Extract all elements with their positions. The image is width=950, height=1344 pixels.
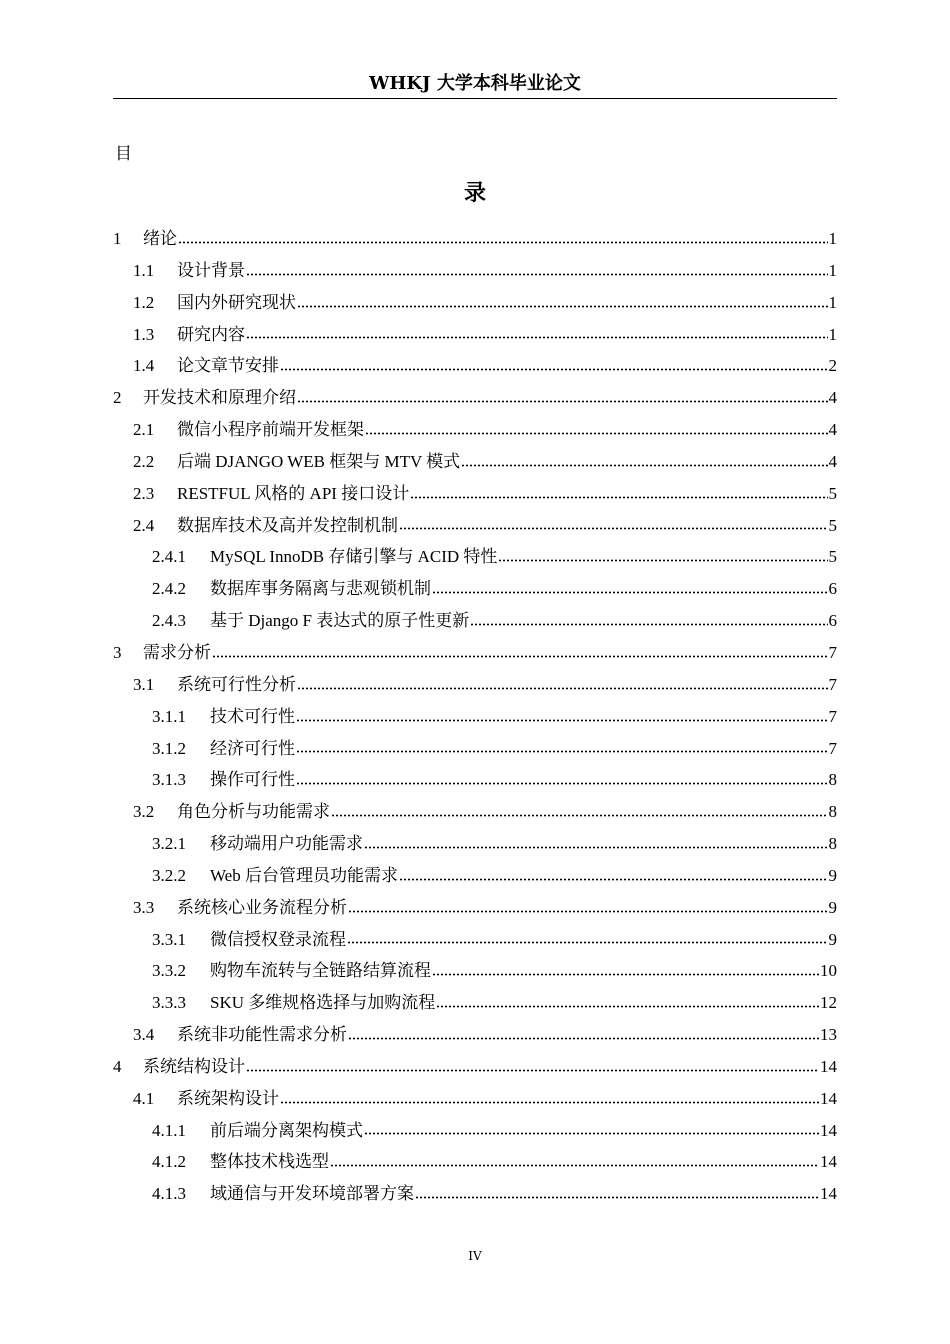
toc-entry-page: 6 [828, 579, 837, 599]
toc-entry-title: 系统架构设计 [177, 1088, 279, 1108]
toc-dot-leader [432, 973, 819, 976]
toc-entry-number: 2.2 [133, 451, 155, 471]
toc-entry-title: 前后端分离架构模式 [210, 1120, 363, 1140]
toc-entry-title: 整体技术栈选型 [210, 1152, 329, 1172]
toc-entry[interactable] [113, 350, 837, 382]
toc-entry-page: 14 [820, 1056, 837, 1076]
toc-entry-number: 2.4.3 [152, 611, 186, 631]
toc-entry-page: 5 [828, 483, 837, 503]
toc-entry-number: 3 [113, 642, 122, 662]
toc-entry-number: 3.2.1 [152, 834, 186, 854]
page-number: IV [468, 1249, 482, 1263]
toc-entry[interactable] [113, 733, 837, 765]
toc-entry-title: 微信小程序前端开发框架 [177, 420, 364, 440]
toc-entry-title: MySQL InnoDB 存储引擎与 ACID 特性 [210, 547, 498, 567]
toc-entry-number: 3.3.1 [152, 929, 186, 949]
toc-entry-page: 14 [820, 1120, 837, 1140]
page-header-title: WHKJ 大学本科毕业论文 [369, 73, 581, 94]
toc-entry-number: 2.4 [133, 515, 155, 535]
toc-entry-title: 购物车流转与全链路结算流程 [210, 961, 431, 981]
toc-entry-page: 4 [828, 388, 837, 408]
toc-entry[interactable] [113, 764, 837, 796]
toc-dot-leader [470, 623, 827, 626]
toc-entry-title: 系统核心业务流程分析 [177, 897, 347, 917]
toc-entry-page: 2 [828, 356, 837, 376]
toc-entry-page: 12 [820, 993, 837, 1013]
toc-entry[interactable] [113, 1051, 837, 1083]
toc-entry-title: SKU 多维规格选择与加购流程 [210, 993, 436, 1013]
toc-entry[interactable] [113, 987, 837, 1019]
toc-dot-leader [432, 591, 828, 594]
toc-entry-number: 3.2 [133, 802, 155, 822]
toc-entry-page: 4 [828, 451, 837, 471]
toc-entry-page: 7 [828, 674, 837, 694]
toc-entry-page: 1 [828, 292, 837, 312]
toc-entry-number: 1.3 [133, 324, 155, 344]
toc-dot-leader [364, 1132, 819, 1135]
toc-entry[interactable] [113, 1019, 837, 1051]
toc-entry-page: 8 [828, 802, 837, 822]
toc-dot-leader [280, 1101, 819, 1104]
toc-entry[interactable] [113, 319, 837, 351]
toc-entry-title: 技术可行性 [210, 706, 295, 726]
toc-entry-number: 2 [113, 388, 122, 408]
toc-entry-page: 7 [828, 642, 837, 662]
toc-entry-number: 4.1.1 [152, 1120, 186, 1140]
toc-entry[interactable] [113, 828, 837, 860]
toc-entry-number: 1.1 [133, 260, 155, 280]
toc-entry-page: 1 [828, 229, 837, 248]
toc-entry-title: 基于 Django F 表达式的原子性更新 [210, 611, 470, 631]
toc-dot-leader [498, 559, 827, 562]
toc-entry-page: 1 [828, 260, 837, 280]
toc-entry-page: 6 [828, 611, 837, 631]
header-divider [113, 98, 837, 99]
toc-entry[interactable] [113, 637, 837, 669]
toc-entry-number: 3.3 [133, 897, 155, 917]
toc-dot-leader [436, 1005, 819, 1008]
toc-entry-title: 域通信与开发环境部署方案 [210, 1184, 414, 1204]
toc-dot-leader [347, 941, 828, 944]
toc-dot-leader [212, 655, 828, 658]
toc-entry-number: 3.3.2 [152, 961, 186, 981]
toc-entry-title: 设计背景 [177, 260, 245, 280]
toc-entry[interactable] [113, 446, 837, 478]
toc-entry[interactable] [113, 955, 837, 987]
toc-dot-leader [296, 782, 828, 785]
toc-entry[interactable] [113, 510, 837, 542]
toc-entry-number: 2.4.2 [152, 579, 186, 599]
toc-entry[interactable] [113, 701, 837, 733]
toc-entry-title: 操作可行性 [210, 770, 295, 790]
toc-entry-page: 13 [820, 1025, 837, 1045]
toc-entry-number: 1.2 [133, 292, 155, 312]
toc-entry-number: 3.3.3 [152, 993, 186, 1013]
toc-entry-title: 系统可行性分析 [177, 674, 296, 694]
toc-dot-leader [461, 464, 827, 467]
toc-entry-title: 国内外研究现状 [177, 292, 296, 312]
toc-entry-number: 2.3 [133, 483, 155, 503]
toc-entry-page: 5 [828, 515, 837, 535]
toc-entry[interactable] [113, 924, 837, 956]
toc-dot-leader [330, 1164, 819, 1167]
toc-heading-part2: 录 [463, 181, 486, 206]
toc-entry[interactable] [113, 1115, 837, 1147]
toc-entry-number: 1.4 [133, 356, 155, 376]
toc-dot-leader [331, 814, 828, 817]
toc-entry-number: 4.1.3 [152, 1184, 186, 1204]
toc-dot-leader [246, 336, 828, 339]
toc-entry-number: 4.1 [133, 1088, 155, 1108]
toc-entry-title: 微信授权登录流程 [210, 929, 346, 949]
toc-entry-page: 14 [820, 1184, 837, 1204]
toc-entry-title: 论文章节安排 [177, 356, 279, 376]
toc-entry-page: 9 [828, 865, 837, 885]
toc-entry-title: RESTFUL 风格的 API 接口设计 [177, 483, 410, 503]
toc-entry[interactable] [113, 892, 837, 924]
toc-entry-title: 经济可行性 [210, 738, 295, 758]
toc-entry[interactable] [113, 605, 837, 637]
toc-entry-number: 2.1 [133, 420, 155, 440]
toc-entry-number: 4 [113, 1056, 122, 1076]
toc-dot-leader [415, 1196, 819, 1199]
toc-entry-title: 研究内容 [177, 324, 245, 344]
toc-entry-page: 10 [820, 961, 837, 981]
toc-entry-title: 角色分析与功能需求 [177, 802, 330, 822]
toc-dot-leader [246, 1069, 819, 1072]
toc-entry-page: 1 [828, 324, 837, 344]
toc-entry-number: 3.1.2 [152, 738, 186, 758]
toc-entry[interactable] [113, 796, 837, 828]
toc-entry-page: 4 [828, 420, 837, 440]
toc-entry-page: 14 [820, 1152, 837, 1172]
toc-dot-leader [297, 687, 828, 690]
toc-entry-page: 5 [828, 547, 837, 567]
toc-entry-title: 数据库事务隔离与悲观锁机制 [210, 579, 431, 599]
toc-entry-number: 3.1.1 [152, 706, 186, 726]
toc-entry-page: 9 [828, 929, 837, 949]
toc-dot-leader [280, 368, 828, 371]
toc-entry[interactable] [113, 287, 837, 319]
toc-entry-title: 系统结构设计 [143, 1056, 245, 1076]
toc-entry-title: 需求分析 [143, 642, 211, 662]
toc-entry-page: 7 [828, 738, 837, 758]
toc-entry[interactable] [113, 860, 837, 892]
toc-entry-number: 3.2.2 [152, 865, 186, 885]
toc-entry[interactable] [113, 1083, 837, 1115]
toc-entry[interactable] [113, 223, 837, 255]
toc-entry-title: 数据库技术及高并发控制机制 [177, 515, 398, 535]
toc-entry[interactable] [113, 255, 837, 287]
toc-entry-page: 8 [828, 834, 837, 854]
toc-entry-title: 开发技术和原理介绍 [143, 388, 296, 408]
table-of-contents [113, 223, 837, 1210]
toc-entry-number: 3.1.3 [152, 770, 186, 790]
toc-entry-number: 3.4 [133, 1025, 155, 1045]
toc-dot-leader [348, 910, 828, 913]
toc-dot-leader [246, 273, 828, 276]
toc-entry[interactable] [113, 1178, 837, 1210]
toc-dot-leader [364, 846, 828, 849]
toc-dot-leader [365, 432, 828, 435]
toc-entry-page: 14 [820, 1088, 837, 1108]
toc-entry-title: 绪论 [143, 229, 177, 248]
toc-entry[interactable] [113, 669, 837, 701]
toc-dot-leader [348, 1037, 819, 1040]
toc-entry-title: 后端 DJANGO WEB 框架与 MTV 模式 [177, 451, 461, 471]
toc-dot-leader [296, 719, 828, 722]
toc-entry-title: 移动端用户功能需求 [210, 834, 363, 854]
toc-dot-leader [178, 241, 828, 244]
toc-entry-number: 4.1.2 [152, 1152, 186, 1172]
toc-entry[interactable] [113, 573, 837, 605]
toc-dot-leader [297, 305, 828, 308]
toc-dot-leader [297, 400, 828, 403]
toc-entry-number: 1 [113, 229, 122, 248]
toc-entry-title: 系统非功能性需求分析 [177, 1025, 347, 1045]
toc-entry-page: 7 [828, 706, 837, 726]
toc-entry-number: 2.4.1 [152, 547, 186, 567]
toc-dot-leader [399, 527, 828, 530]
toc-entry[interactable] [113, 382, 837, 414]
toc-heading-part1: 目 [115, 144, 132, 164]
toc-entry-page: 8 [828, 770, 837, 790]
toc-entry[interactable] [113, 541, 837, 573]
toc-entry[interactable] [113, 414, 837, 446]
toc-entry[interactable] [113, 1146, 837, 1178]
toc-entry-title: Web 后台管理员功能需求 [210, 865, 398, 885]
toc-entry[interactable] [113, 478, 837, 510]
toc-dot-leader [296, 750, 828, 753]
toc-dot-leader [410, 496, 827, 499]
toc-dot-leader [399, 878, 828, 881]
toc-entry-number: 3.1 [133, 674, 155, 694]
toc-entry-page: 9 [828, 897, 837, 917]
